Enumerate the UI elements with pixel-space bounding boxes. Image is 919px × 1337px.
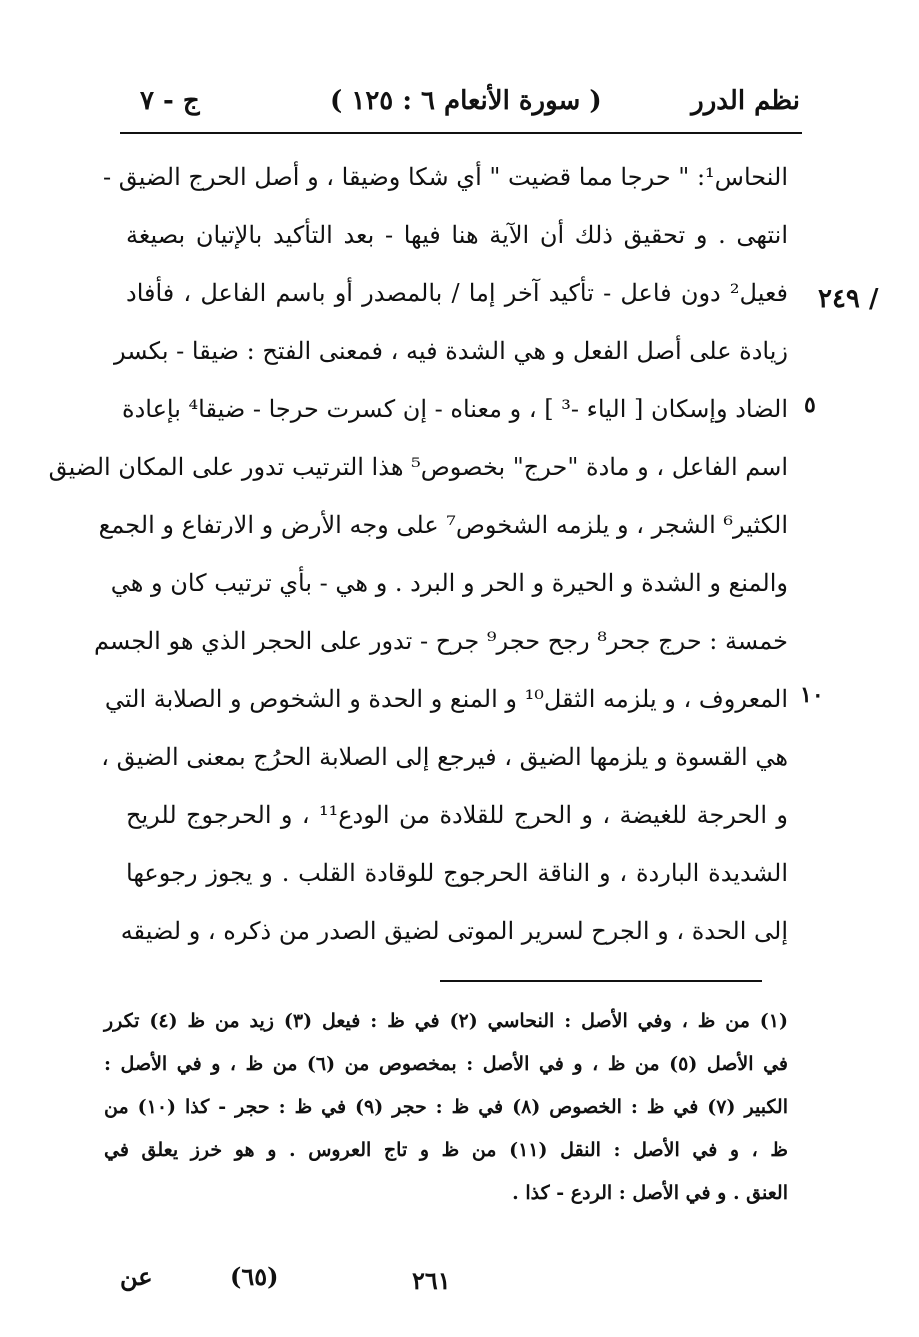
- header-rule: [120, 132, 802, 134]
- text-line: الضاد وإسكان [ الياء -³ ] ، و معناه - إن كسرت حرجا - ضيقا⁴ بإعادة: [122, 395, 788, 423]
- text-line: انتهى . و تحقيق ذلك أن الآية هنا فيها - بعد التأكيد بالإتيان بصيغة: [126, 221, 788, 249]
- text-line: الكثير⁶ الشجر ، و يلزمه الشخوص⁷ على وجه الأرض و الارتفاع و الجمع: [98, 511, 788, 539]
- running-header: [120, 86, 800, 126]
- catchword: عن: [120, 1262, 153, 1291]
- main-text: [48, 148, 788, 960]
- text-line: النحاس¹: " حرجا مما قضيت " أي شكا وضيقا ، و أصل الحرج الضيق -: [102, 163, 788, 191]
- footnotes: [104, 1000, 788, 1215]
- page-footer: [120, 1262, 540, 1302]
- text-line: والمنع و الشدة و الحيرة و الحر و البرد . و هي - بأي ترتيب كان و هي: [110, 569, 788, 597]
- text-line: المعروف ، و يلزمه الثقل¹⁰ و المنع و الحدة و الشخوص و الصلابة التي: [104, 685, 788, 713]
- surah-reference: ( سورة الأنعام ٦ : ١٢٥ ): [330, 86, 602, 116]
- text-line: الشديدة الباردة ، و الناقة الحرجوج للوقادة القلب . و يجوز رجوعها: [126, 859, 788, 887]
- text-line: فعيل² دون فاعل - تأكيد آخر إما / بالمصدر أو باسم الفاعل ، فأفاد: [126, 279, 788, 307]
- plate-number: (٦٥): [230, 1262, 279, 1291]
- text-line: إلى الحدة ، و الجرح لسرير الموتى لضيق الصدر من ذكره ، و لضيقه: [120, 917, 788, 945]
- text-line: خمسة : حرج جحر⁸ رجح حجر⁹ جرح - تدور على الحجر الذي هو الجسم: [93, 627, 788, 655]
- footnote-line: العنق . و في الأصل : الردع - كذا .: [512, 1182, 788, 1204]
- line-number-5: ٥: [804, 392, 816, 418]
- footnote-line: في الأصل (٥) من ظ ، و في الأصل : بمخصوص من (٦) من ظ ، و في الأصل :: [104, 1053, 788, 1075]
- footnote-line: ظ ، و في الأصل : النقل (١١) من ظ و تاج العروس . و هو خرز يعلق في: [104, 1139, 788, 1161]
- line-number-10: ١٠: [800, 682, 824, 708]
- footnote-line: (١) من ظ ، وفي الأصل : النحاسي (٢) في ظ : فيعل (٣) زيد من ظ (٤) تكرر: [104, 1010, 788, 1032]
- book-title: نظم الدرر: [691, 86, 800, 116]
- footnote-rule: [440, 980, 762, 982]
- text-line: و الحرجة للغيضة ، و الحرج للقلادة من الودع¹¹ ، و الحرجوج للريح: [126, 801, 788, 829]
- text-line: هي القسوة و يلزمها الضيق ، فيرجع إلى الصلابة الحرُج بمعنى الضيق ،: [101, 743, 788, 771]
- text-line: اسم الفاعل ، و مادة "حرج" بخصوص⁵ هذا الترتيب تدور على المكان الضيق: [48, 453, 788, 481]
- footnote-line: الكبير (٧) في ظ : الخصوص (٨) في ظ : حجر (٩) في ظ : حجر - كذا (١٠) من: [104, 1096, 788, 1118]
- volume-number: ج - ٧: [140, 86, 200, 116]
- text-line: زيادة على أصل الفعل و هي الشدة فيه ، فمعنى الفتح : ضيقا - بكسر: [113, 337, 788, 365]
- margin-page-reference: ٢٤٩ /: [818, 284, 879, 314]
- page-number: ٢٦١: [412, 1266, 451, 1295]
